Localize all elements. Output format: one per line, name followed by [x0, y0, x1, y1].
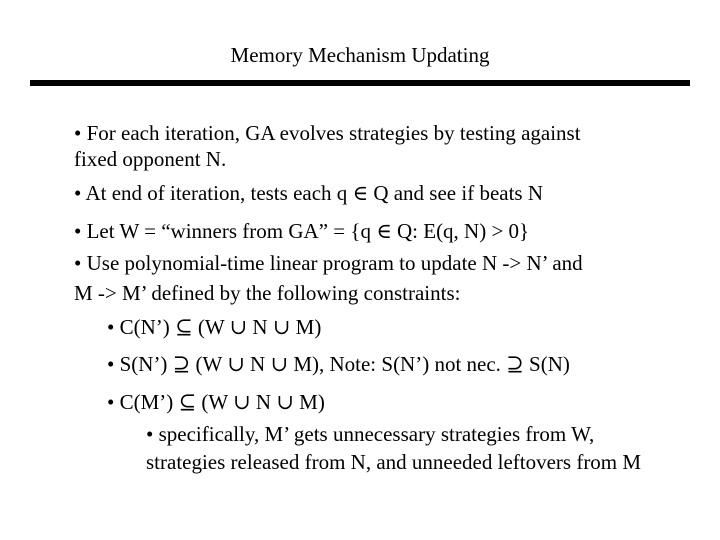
constraint-c-m: • C(M’) ⊆ (W ∪ N ∪ M): [107, 390, 325, 414]
bullet-end-of-iteration: • At end of iteration, tests each q ∈ Q and see if beats N: [74, 181, 544, 205]
constraint-c-n: • C(N’) ⊆ (W ∪ N ∪ M): [107, 315, 322, 339]
constraint-s-n: • S(N’) ⊇ (W ∪ N ∪ M), Note: S(N’) not nec. ⊇ S(N): [107, 352, 570, 376]
bullet-ga-evolves: • For each iteration, GA evolves strategies by testing against: [74, 121, 581, 145]
title-divider: [30, 80, 690, 86]
bullet-linear-program-continued: M -> M’ defined by the following constraints:: [74, 281, 461, 305]
bullet-define-w: • Let W = “winners from GA” = {q ∈ Q: E(q, N) > 0}: [74, 219, 530, 243]
bullet-linear-program: • Use polynomial-time linear program to update N -> N’ and: [74, 251, 583, 275]
sub-bullet-specifically: • specifically, M’ gets unnecessary strategies from W,: [146, 422, 595, 446]
sub-bullet-specifically-continued: strategies released from N, and unneeded leftovers from M: [146, 450, 642, 474]
slide-title: Memory Mechanism Updating: [230, 43, 490, 67]
bullet-ga-evolves-continued: fixed opponent N.: [74, 147, 227, 171]
